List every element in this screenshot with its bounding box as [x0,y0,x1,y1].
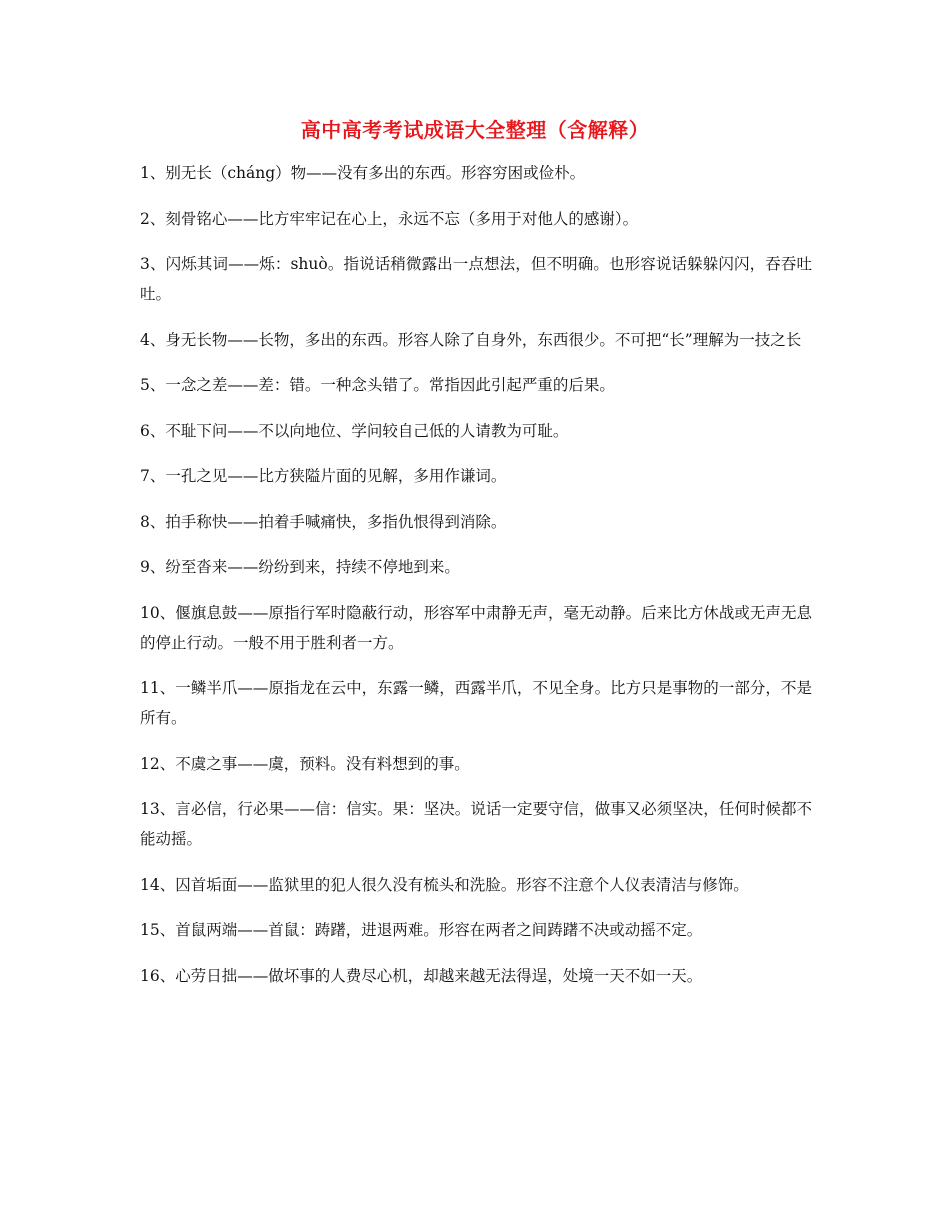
idiom-entry: 5、一念之差——差：错。一种念头错了。常指因此引起严重的后果。 [140,376,615,394]
idiom-entry: 6、不耻下问——不以向地位、学问较自己低的人请教为可耻。 [140,421,569,440]
idiom-entry: 12、不虞之事——虞，预料。没有料想到的事。 [140,754,470,773]
idiom-entry: 11、一鳞半爪——原指龙在云中，东露一鳞，西露半爪，不见全身。比方只是事物的一部分，不是所有。 [140,679,812,727]
idiom-entry: 7、一孔之见——比方狭隘片面的见解，多用作谦词。 [140,467,507,485]
idiom-entry: 15、首鼠两端——首鼠：踌躇，进退两难。形容在两者之间踌躇不决或动摇不定。 [140,921,703,939]
idiom-entry: 14、囚首垢面——监狱里的犯人很久没有梳头和洗脸。形容不注意个人仪表清洁与修饰。 [140,875,749,894]
idiom-entry: 13、言必信，行必果——信：信实。果：坚决。说话一定要守信，做事又必须坚决，任何时候都不能动摇。 [140,800,812,848]
idiom-entry: 2、刻骨铭心——比方牢牢记在心上，永远不忘（多用于对他人的感谢）。 [140,209,639,228]
idiom-entry: 8、拍手称快——拍着手喊痛快，多指仇恨得到消除。 [140,512,507,531]
document-title: 高中高考考试成语大全整理（含解释） [300,118,650,142]
idiom-entry: 9、纷至沓来——纷纷到来，持续不停地到来。 [140,558,460,576]
idiom-entry: 16、心劳日拙——做坏事的人费尽心机，却越来越无法得逞，处境一天不如一天。 [140,966,703,985]
idiom-entry: 4、身无长物——长物，多出的东西。形容人除了自身外，东西很少。不可把“长”理解为一技之长 [140,330,802,349]
idiom-entry: 1、别无长（cháng）物——没有多出的东西。形容穷困或俭朴。 [140,164,586,182]
idiom-entry: 3、闪烁其词——烁：shuò。指说话稍微露出一点想法，但不明确。也形容说话躲躲闪闪，吞吞吐吐。 [140,255,812,303]
idiom-list [140,158,812,1006]
idiom-entry: 10、偃旗息鼓——原指行军时隐蔽行动，形容军中肃静无声，毫无动静。后来比方休战或无声无息的停止行动。一般不用于胜利者一方。 [140,603,812,652]
